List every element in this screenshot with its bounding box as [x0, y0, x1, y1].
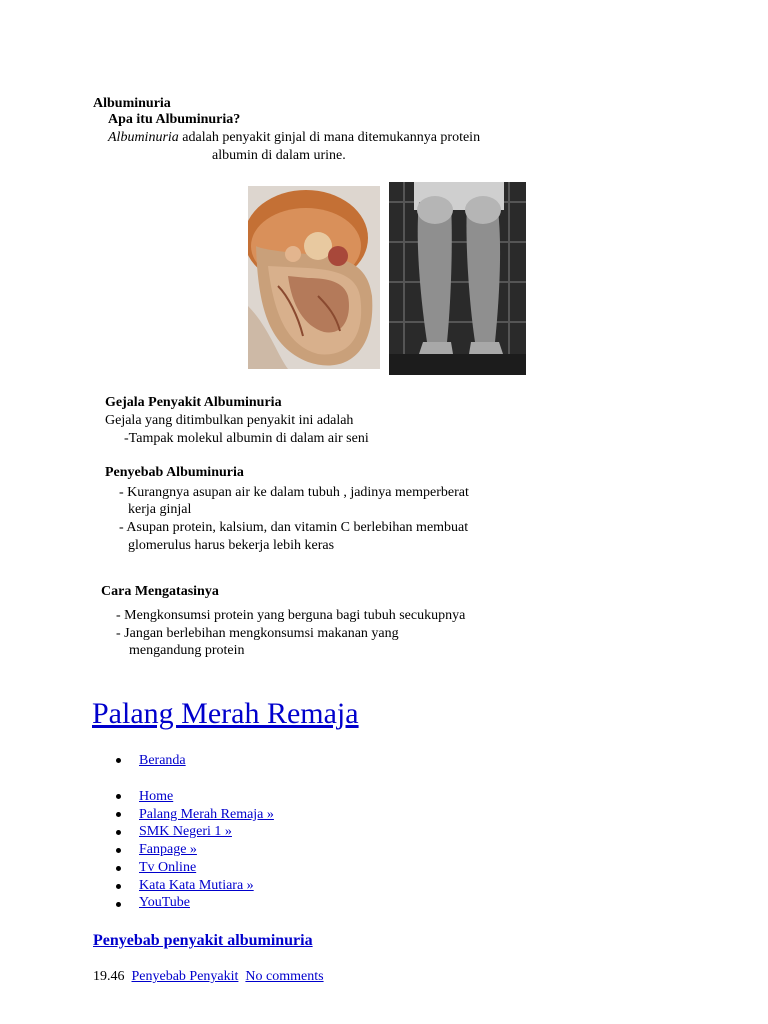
cara-item-2: - Jangan berlebihan mengkonsumsi makanan yang	[116, 626, 399, 641]
bullet-icon	[116, 812, 121, 817]
doc-definition-line2: albumin di dalam urine.	[212, 148, 346, 163]
legs-photo	[389, 182, 526, 375]
gejala-intro: Gejala yang ditimbulkan penyakit ini adalah	[105, 413, 354, 428]
bullet-icon	[116, 848, 121, 853]
post-title-link[interactable]: Penyebab penyakit albuminuria	[93, 932, 313, 949]
doc-title: Albuminuria	[93, 96, 171, 111]
bullet-icon	[116, 902, 121, 907]
nav-item-home[interactable]: Home	[139, 789, 174, 804]
penyebab-item-2-cont: glomerulus harus bekerja lebih keras	[128, 538, 335, 553]
cara-item-2-cont: mengandung protein	[129, 643, 245, 658]
nav-item-palang-merah-remaja[interactable]: Palang Merah Remaja »	[139, 807, 274, 822]
cara-heading: Cara Mengatasinya	[101, 584, 219, 599]
post-time: 19.46	[93, 969, 125, 984]
penyebab-item-1-cont: kerja ginjal	[128, 502, 192, 517]
bullet-icon	[116, 794, 121, 799]
nav-item-fanpage[interactable]: Fanpage »	[139, 842, 197, 857]
doc-question: Apa itu Albuminuria?	[108, 112, 241, 127]
blog-title-link[interactable]: Palang Merah Remaja	[92, 697, 359, 730]
nav-item-tv-online[interactable]: Tv Online	[139, 860, 197, 875]
post-comments-link[interactable]: No comments	[245, 969, 324, 984]
cara-item-1: - Mengkonsumsi protein yang berguna bagi tubuh secukupnya	[116, 608, 466, 623]
post-meta	[93, 968, 324, 985]
penyebab-item-1: - Kurangnya asupan air ke dalam tubuh , jadinya memperberat	[119, 485, 469, 500]
gejala-item: -Tampak molekul albumin di dalam air seni	[124, 431, 369, 446]
doc-definition	[108, 129, 480, 146]
bullet-icon	[116, 758, 121, 763]
bullet-icon	[116, 884, 121, 889]
nav-item-youtube[interactable]: YouTube	[139, 895, 190, 910]
nav-item-kata-kata-mutiara[interactable]: Kata Kata Mutiara »	[139, 878, 254, 893]
penyebab-item-2: - Asupan protein, kalsium, dan vitamin C berlebihan membuat	[119, 520, 469, 535]
bullet-icon	[116, 830, 121, 835]
penyebab-heading: Penyebab Albuminuria	[105, 465, 244, 480]
kidney-image	[248, 186, 380, 369]
bullet-icon	[116, 866, 121, 871]
nav-item-beranda[interactable]: Beranda	[139, 753, 186, 768]
definition-rest: adalah penyakit ginjal di mana ditemukannya protein	[178, 130, 481, 145]
post-label-link[interactable]: Penyebab Penyakit	[131, 969, 239, 984]
definition-term: Albuminuria	[108, 130, 179, 145]
nav-item-smk-negeri-1[interactable]: SMK Negeri 1 »	[139, 824, 232, 839]
gejala-heading: Gejala Penyakit Albuminuria	[105, 395, 282, 410]
